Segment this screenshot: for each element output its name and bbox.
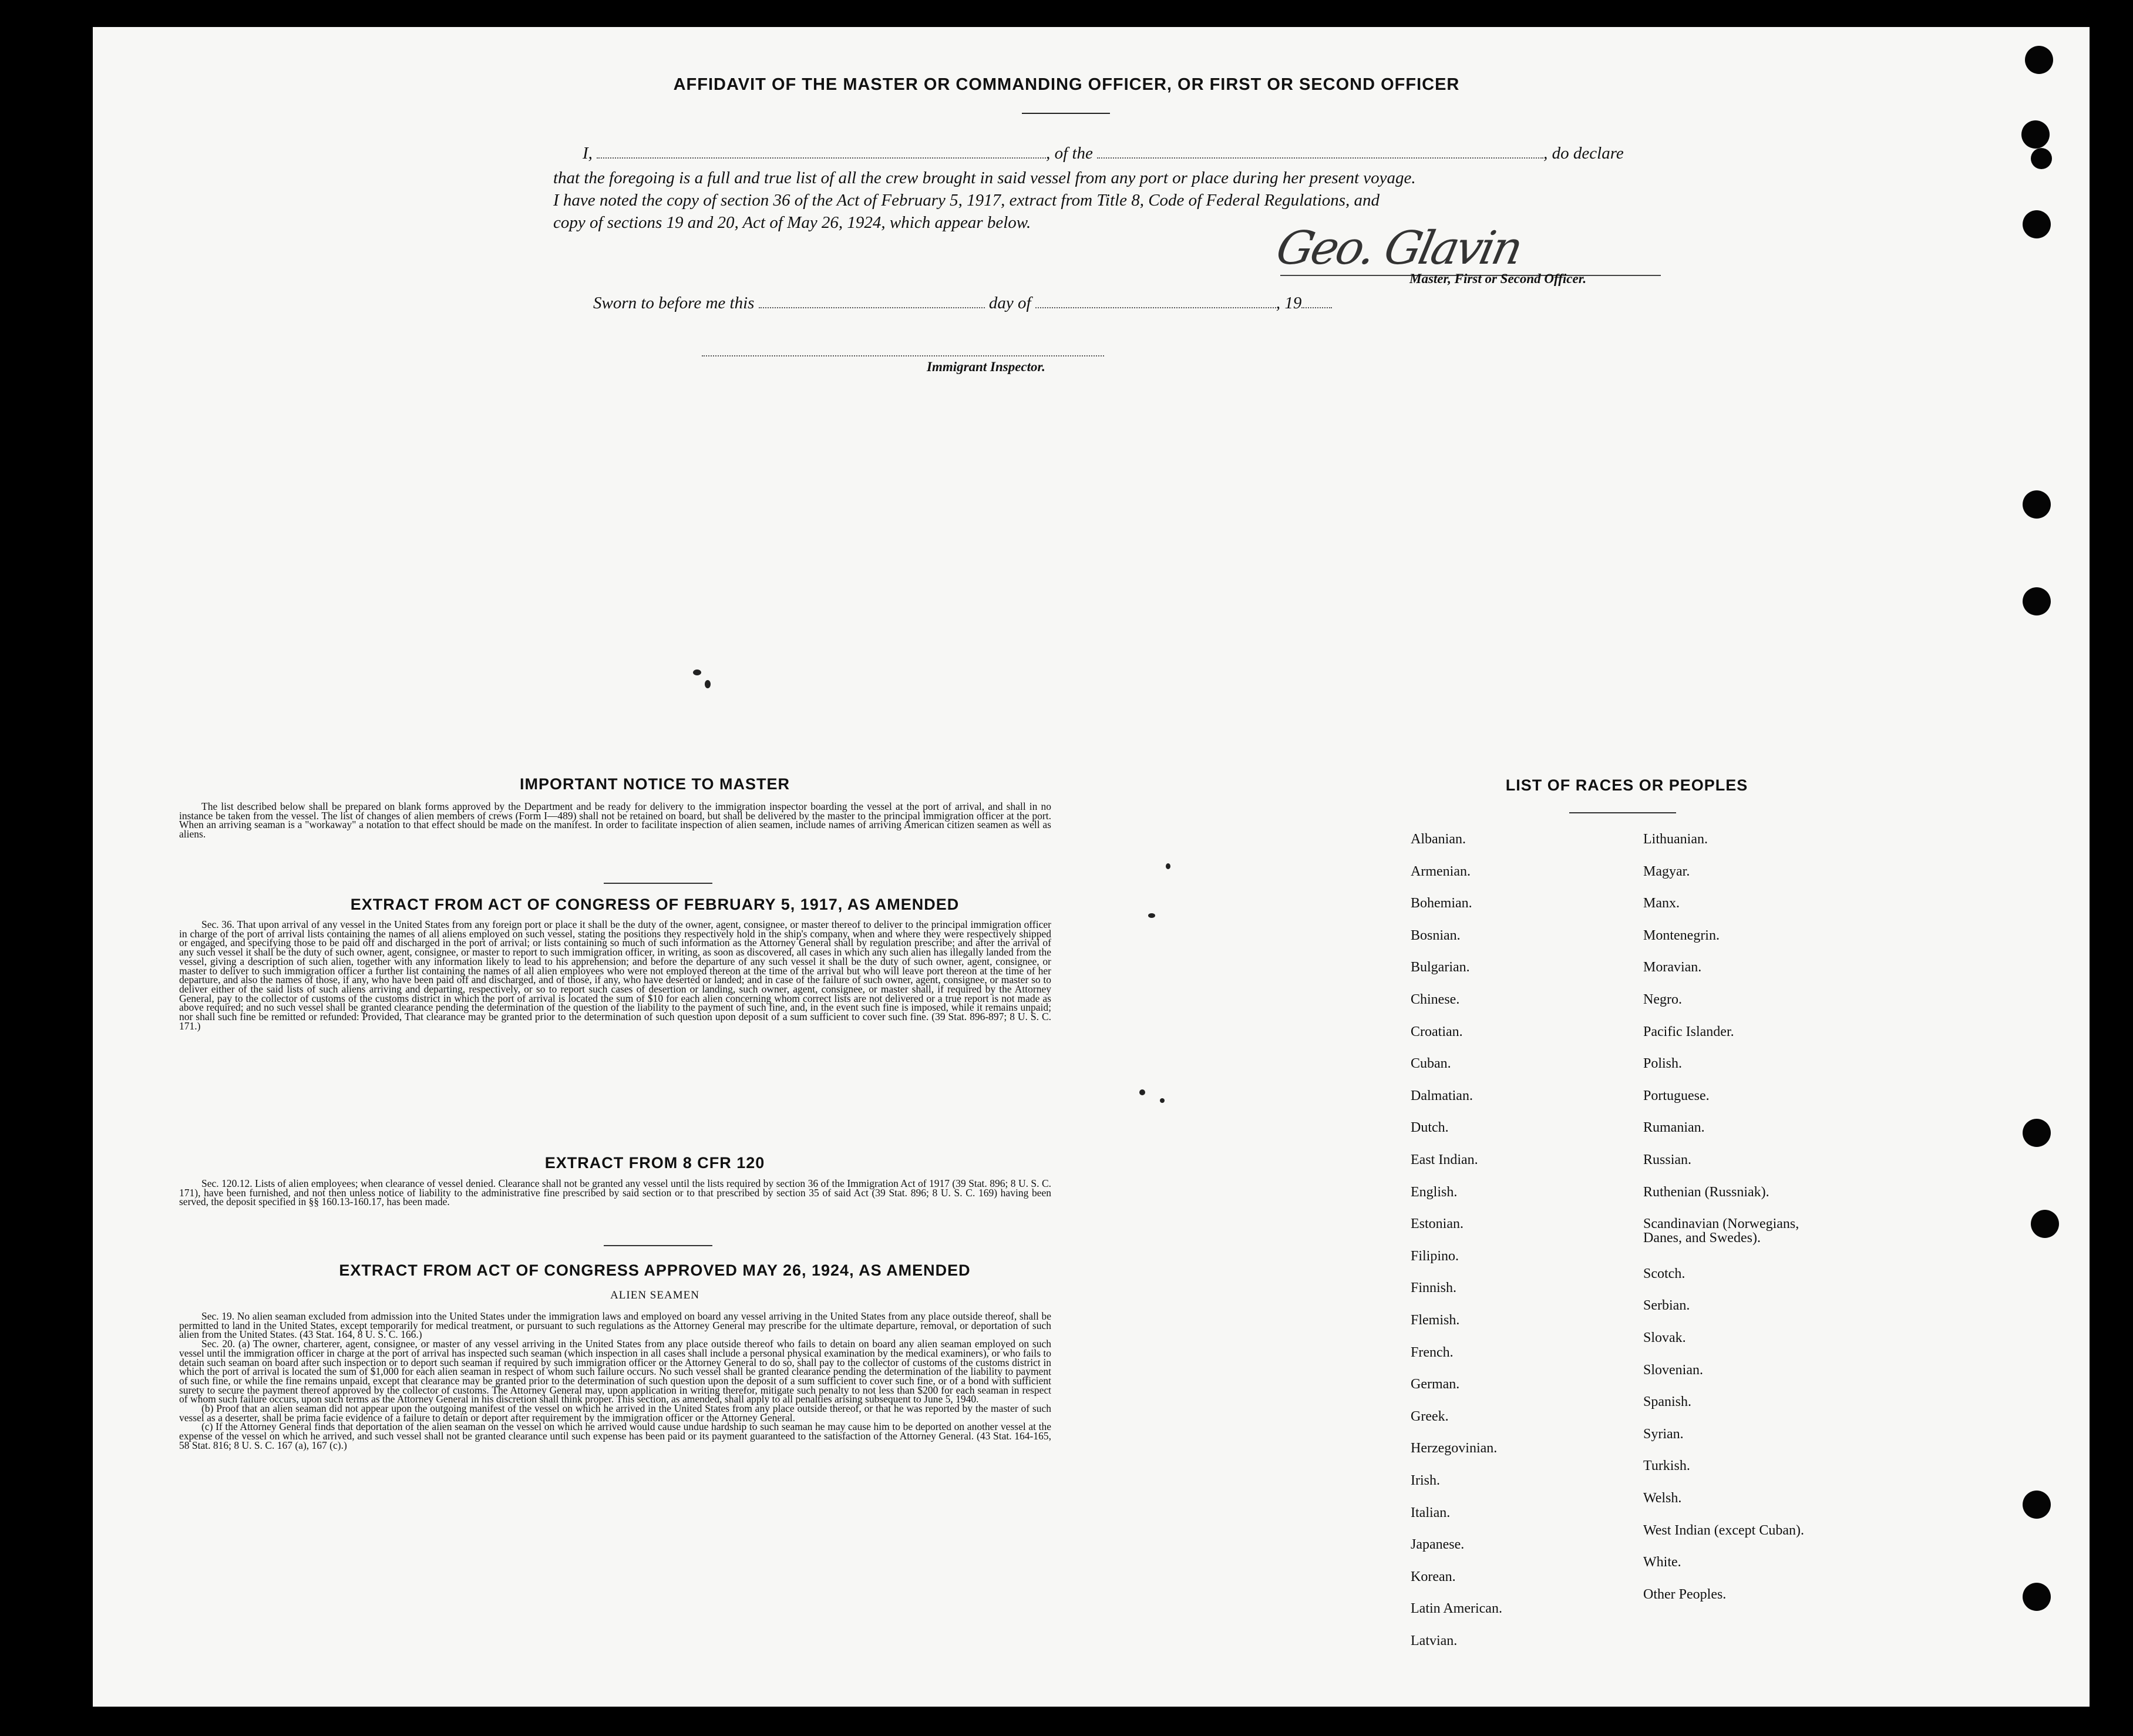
race-item: Spanish. — [1643, 1394, 1692, 1410]
year-blank[interactable] — [1301, 294, 1332, 308]
section-20b: (b) Proof that an alien seaman did not appear upon the outgoing manifest of the vessel on which he arrived in the United States from any place outside thereof, or that he was reported by the master of such vessel as a deserter, shall be prima facie evidence of a failure to detain or deport after requirement by the immigration officer or the Attorney General. — [179, 1402, 1051, 1424]
extract-cfr-title: EXTRACT FROM 8 CFR 120 — [544, 1154, 765, 1172]
punch-hole — [2023, 210, 2051, 238]
punch-hole — [2023, 490, 2051, 519]
race-item: Greek. — [1411, 1408, 1449, 1424]
punch-hole — [2031, 1210, 2059, 1238]
inspector-label: Immigrant Inspector. — [927, 359, 1045, 374]
race-item: Estonian. — [1411, 1216, 1464, 1232]
inspector-signature-line — [702, 355, 1104, 356]
race-item: Dutch. — [1411, 1120, 1449, 1136]
affidavit-line-1: I, , of the , do declare — [583, 144, 1624, 163]
month-blank[interactable] — [1035, 294, 1276, 308]
extract-1917-text: Sec. 36. That upon arrival of any vessel in the United States from any foreign port or place it shall be the duty of the owner, agent, consignee, or master thereof to deliver to the principal immigration officer in charge of the port of arrival lists containing the names of all aliens employed on such vessel, stating the positions they respectively hold in the ship's company, when and where they were respectively shipped or engaged, and specifying those to be paid off and discharged in the port of arrival; or lists containing so much of such information as the Attorney General shall by regulation prescribe; and after the arrival of any such vessel it shall be the duty of such owner, agent, consignee, or master to report to such immigration officer, in writing, as soon as discovered, all cases in which any such alien has illegally landed from the vessel, giving a description of such alien, together with any information likely to lead to his apprehension; and before the departure of any such vessel it shall be the duty of such owner, agent, consignee, or master to deliver to such immigration officer a further list containing the names of all alien employees who were not employed thereon at the time of the arrival but who will leave port thereon at the time of her departure, and also the names of those, if any, who have been paid off and discharged, and of those, if any, who have deserted or landed; and in case of the failure of such owner, agent, consignee, or master so to deliver either of the said lists of such aliens arriving and departing, respectively, or so to report such cases of desertion or landing, such owner, agent, consignee, or master shall, if required by the Attorney General, pay to the collector of customs of the customs district in which the port of arrival is located the sum of $10 for each alien concerning whom correct lists are not delivered or a true report is not made as above required; and no such vessel shall be granted clearance pending the determination of the question of the liability to the payment of such fine, and, in the event such fine is imposed, while it remains unpaid; nor shall such fine be remitted or refunded: Provided, That clearance may be granted prior to the determination of such question upon deposit of a sum sufficient to cover such fine. (39 Stat. 896-897; 8 U. S. C. 171.) — [179, 919, 1051, 1032]
extract-1917-title: EXTRACT FROM ACT OF CONGRESS OF FEBRUARY 5, 1917, AS AMENDED — [350, 896, 960, 913]
punch-hole — [2023, 1583, 2051, 1611]
scan-speck — [1160, 1098, 1165, 1103]
race-item: Turkish. — [1643, 1458, 1690, 1474]
race-item: Negro. — [1643, 992, 1682, 1007]
race-item: Finnish. — [1411, 1280, 1457, 1296]
punch-hole — [2025, 46, 2053, 74]
race-item: Lithuanian. — [1643, 832, 1708, 847]
races-title: LIST OF RACES OR PEOPLES — [1505, 776, 1748, 794]
race-item: Syrian. — [1643, 1426, 1684, 1442]
race-item: Japanese. — [1411, 1537, 1465, 1553]
race-item: Latvian. — [1411, 1633, 1458, 1648]
divider — [604, 883, 712, 884]
race-item: Slovenian. — [1643, 1362, 1703, 1378]
race-item: Ruthenian (Russniak). — [1643, 1184, 1769, 1200]
race-item: Cuban. — [1411, 1056, 1451, 1072]
race-item: Slovak. — [1643, 1330, 1686, 1345]
race-item: Croatian. — [1411, 1024, 1463, 1039]
race-item: German. — [1411, 1377, 1460, 1392]
race-item: Pacific Islander. — [1643, 1024, 1734, 1039]
affidavit-line-2: that the foregoing is a full and true list of all the crew brought in said vessel from any port or place during her present voyage. — [553, 169, 1416, 187]
race-item: Manx. — [1643, 896, 1680, 911]
race-item: Dalmatian. — [1411, 1088, 1473, 1103]
race-item: Chinese. — [1411, 992, 1460, 1007]
race-item: Montenegrin. — [1643, 927, 1720, 943]
scan-speck — [1148, 913, 1155, 918]
section-20c: (c) If the Attorney General finds that deportation of the alien seaman on the vessel on which he arrived would cause undue hardship to such seaman he may cause him to be deported on another vessel at the expense of the vessel on which he arrived, and such vessel shall not be granted clearance until such expense has been paid or its payment guaranteed to the satisfaction of the Attorney General. (43 Stat. 164-165, 58 Stat. 816; 8 U. S. C. 167 (a), 167 (c).) — [179, 1421, 1051, 1451]
race-item: English. — [1411, 1184, 1458, 1200]
race-item: Flemish. — [1411, 1313, 1460, 1328]
race-item: Bulgarian. — [1411, 960, 1470, 975]
race-item: East Indian. — [1411, 1152, 1478, 1168]
race-item: Albanian. — [1411, 832, 1466, 847]
vessel-blank[interactable] — [1097, 144, 1543, 159]
divider — [604, 1245, 712, 1246]
affidavit-line-3: I have noted the copy of section 36 of the Act of February 5, 1917, extract from Title 8, Code of Federal Regulations, and — [553, 191, 1380, 210]
title-divider — [1022, 113, 1110, 114]
race-item: Magyar. — [1643, 863, 1690, 879]
sworn-line: Sworn to before me this day of , 19 — [593, 294, 1332, 313]
races-divider — [1569, 812, 1676, 813]
race-item: West Indian (except Cuban). — [1643, 1522, 1804, 1538]
day-blank[interactable] — [759, 294, 985, 308]
race-item: White. — [1643, 1555, 1681, 1570]
race-item: Welsh. — [1643, 1491, 1682, 1506]
punch-hole — [2023, 1491, 2051, 1519]
notice-title: IMPORTANT NOTICE TO MASTER — [520, 775, 790, 793]
punch-hole — [2031, 148, 2052, 169]
alien-seamen-subtitle: ALIEN SEAMEN — [610, 1289, 699, 1301]
signature-label: Master, First or Second Officer. — [1409, 271, 1587, 286]
punch-hole — [2023, 1119, 2051, 1147]
race-item: Rumanian. — [1643, 1120, 1705, 1136]
punch-hole — [2021, 120, 2050, 149]
race-item: Portuguese. — [1643, 1088, 1710, 1103]
affidavit-line-4: copy of sections 19 and 20, Act of May 26, 1924, which appear below. — [553, 213, 1031, 232]
extract-1924-title: EXTRACT FROM ACT OF CONGRESS APPROVED MAY 26, 1924, AS AMENDED — [339, 1261, 971, 1279]
race-item: Moravian. — [1643, 960, 1702, 975]
race-item: Bosnian. — [1411, 927, 1461, 943]
race-item: Scandinavian (Norwegians, Danes, and Swedes). — [1643, 1216, 1799, 1246]
race-item: Italian. — [1411, 1505, 1451, 1520]
race-item: Latin American. — [1411, 1601, 1502, 1617]
extract-cfr-text: Sec. 120.12. Lists of alien employees; when clearance of vessel denied. Clearance shall not be granted any vessel until the lists required by section 36 of the Immigration Act of 1917 (39 Stat. 896; 8 U. S. C. 171), have been furnished, and not then unless notice of liability to the administrative fine prescribed by said section or to that prescribed by section 35 of said Act (39 Stat. 896; 8 U. S. C. 169) having been served, the deposit specified in §§ 160.13-160.17, has been made. — [179, 1177, 1051, 1208]
scan-speck — [1166, 863, 1170, 869]
race-item: Filipino. — [1411, 1248, 1459, 1264]
extract-1924-text — [179, 1312, 1051, 1451]
officer-signature: Geo. Glavin — [1271, 222, 1526, 275]
race-item: Bohemian. — [1411, 896, 1472, 911]
scan-speck — [1139, 1089, 1145, 1095]
scan-speck — [693, 669, 701, 675]
notice-text: The list described below shall be prepared on blank forms approved by the Department and be ready for delivery to the immigration inspector boarding the vessel at the port of arrival, and shall in no instance be taken from the vessel. The list of changes of alien members of crews (Form I—489) shall not be retained on board, but shall be delivered by the master to the principal immigration officer at the port. When an arriving seaman is a "workaway" a notation to that effect should be made on the manifest. In order to facilitate inspection of alien seamen, include names of arriving American citizen seamen as well as aliens. — [179, 800, 1051, 840]
race-item: Irish. — [1411, 1473, 1440, 1488]
race-item: Armenian. — [1411, 863, 1471, 879]
race-item: Korean. — [1411, 1569, 1456, 1584]
punch-hole — [2023, 587, 2051, 615]
section-19: Sec. 19. No alien seaman excluded from admission into the United States under the immigration laws and employed on board any vessel arriving in the United States from any place outside thereof, shall be permitted to land in the United States, except temporarily for medical treatment, or pursuant to such regulations as the Attorney General may prescribe for the ultimate departure, removal, or deportation of such alien from the United States. (43 Stat. 164, 8 U. S. C. 166.) — [179, 1310, 1051, 1341]
race-item: Polish. — [1643, 1056, 1683, 1072]
section-20a: Sec. 20. (a) The owner, charterer, agent, consignee, or master of any vessel arriving in the United States from any place outside thereof who fails to detain on board any alien seaman employed on such vessel until the immigration officer in charge at the port of arrival has inspected such seaman (which inspection in all cases shall include a personal physical examination by the medical examiners), or who fails to detain such seaman on board after such inspection or to deport such seaman if required by such immigration officer or the Attorney General to do so, shall pay to the collector of customs of the customs district in which the port of arrival is located the sum of $1,000 for each alien seaman in respect of whom such failure occurs. No such vessel shall be granted clearance pending the determination of the liability to payment of such fine, or while the fine remains unpaid, except that clearance may be granted prior to the determination of such question upon the deposit of a sum sufficient to cover such fine, or of a bond with sufficient surety to secure the payment thereof approved by the collector of customs. The Attorney General may, upon application in writing therefor, mitigate such penalty to not less than $200 for each seaman in respect of whom such failure occurs, upon such terms as the Attorney General in his discretion shall think proper. This section, as amended, shall apply to all penalties arising subsequent to June 5, 1940. — [179, 1338, 1051, 1405]
race-item: French. — [1411, 1344, 1454, 1360]
race-item: Russian. — [1643, 1152, 1692, 1168]
document-page — [93, 27, 2090, 1707]
race-item: Scotch. — [1643, 1266, 1685, 1281]
affidavit-title: AFFIDAVIT OF THE MASTER OR COMMANDING OFFICER, OR FIRST OR SECOND OFFICER — [673, 75, 1460, 94]
race-item: Other Peoples. — [1643, 1586, 1727, 1602]
race-item: Herzegovinian. — [1411, 1441, 1498, 1456]
race-item: Serbian. — [1643, 1298, 1690, 1314]
scan-speck — [705, 680, 711, 688]
name-blank[interactable] — [597, 144, 1046, 159]
